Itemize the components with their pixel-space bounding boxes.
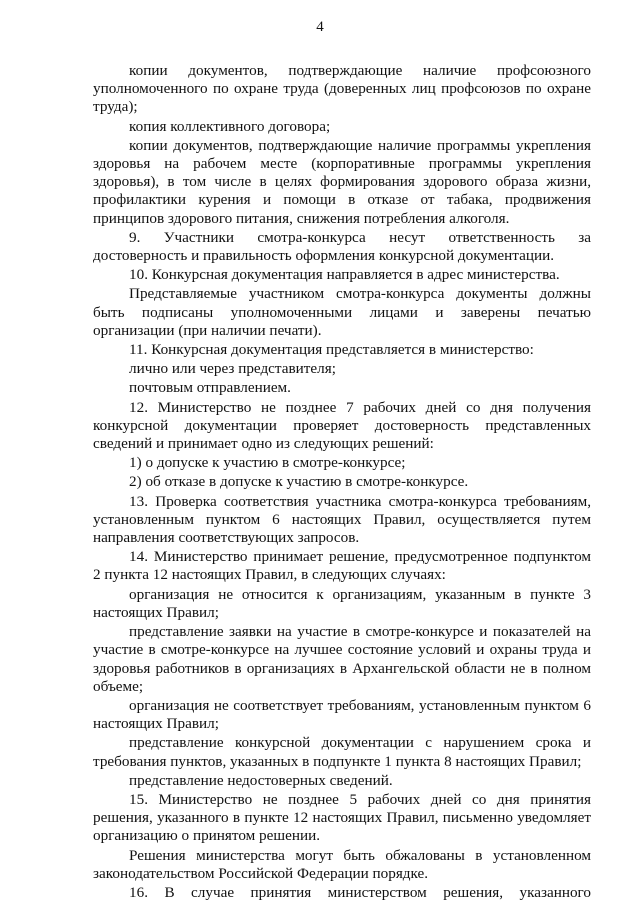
paragraph: 13. Проверка соответствия участника смотра-конкурса требованиям, установленным пунктом 6 настоящих Правил, осуществляется путем направления соответствующих запросов. xyxy=(93,492,591,547)
paragraph: копии документов, подтверждающие наличие профсоюзного уполномоченного по охране труда (доверенных лиц профсоюзов по охране труда); xyxy=(93,62,591,116)
paragraph: 11. Конкурсная документация представляется в министерство: xyxy=(129,341,534,359)
paragraph: представление заявки на участие в смотре-конкурсе и показателей на участие в смотре-конкурсе на лучшее состояние условий и охраны труда и здоровья работников в организациях в Архангельской области не в полном объеме; xyxy=(93,623,591,695)
page-number: 4 xyxy=(316,19,324,35)
document-body xyxy=(93,62,591,902)
paragraph: 14. Министерство принимает решение, предусмотренное подпунктом 2 пункта 12 настоящих Правил, в следующих случаях: xyxy=(93,548,591,584)
paragraph: 10. Конкурсная документация направляется в адрес министерства. xyxy=(129,266,560,284)
paragraph: копия коллективного договора; xyxy=(129,117,331,135)
paragraph: копии документов, подтверждающие наличие программы укрепления здоровья на рабочем месте (корпоративные программы укрепления здоровья), в том числе в целях формирования здорового образа жизни, профилактики курения и помощи в отказе от табака, продвижения принципов здорового питания, снижения потребления алкоголя. xyxy=(93,136,591,227)
paragraph: организация не соответствует требованиям, установленным пунктом 6 настоящих Правил; xyxy=(93,696,591,733)
list-item: 2) об отказе в допуске к участию в смотре-конкурсе. xyxy=(129,473,469,491)
paragraph: лично или через представителя; xyxy=(129,360,336,378)
paragraph: организация не относится к организациям, указанным в пункте 3 настоящих Правил; xyxy=(93,585,591,621)
paragraph: представление конкурсной документации с нарушением срока и требования пунктов, указанных в подпункте 1 пункта 8 настоящих Правил; xyxy=(93,734,591,770)
paragraph: 15. Министерство не позднее 5 рабочих дней со дня принятия решения, указанного в пункте 12 настоящих Правил, письменно уведомляет организацию о принятом решении. xyxy=(93,790,591,845)
paragraph: Решения министерства могут быть обжалованы в установленном законодательством Российской Федерации порядке. xyxy=(93,846,591,882)
paragraph: почтовым отправлением. xyxy=(129,379,291,397)
paragraph: Представляемые участником смотра-конкурса документы должны быть подписаны уполномоченными лицами и заверены печатью организации (при наличии печати). xyxy=(93,285,591,339)
paragraph: 12. Министерство не позднее 7 рабочих дней со дня получения конкурсной документации проверяет достоверность представленных сведений и принимает одно из следующих решений: xyxy=(93,398,591,453)
paragraph: 16. В случае принятия министерством решения, указанного xyxy=(129,883,591,901)
list-item: 1) о допуске к участию в смотре-конкурсе; xyxy=(129,454,406,472)
paragraph: 9. Участники смотра-конкурса несут ответственность за достоверность и правильность оформления конкурсной документации. xyxy=(93,228,591,265)
paragraph: представление недостоверных сведений. xyxy=(129,771,393,789)
